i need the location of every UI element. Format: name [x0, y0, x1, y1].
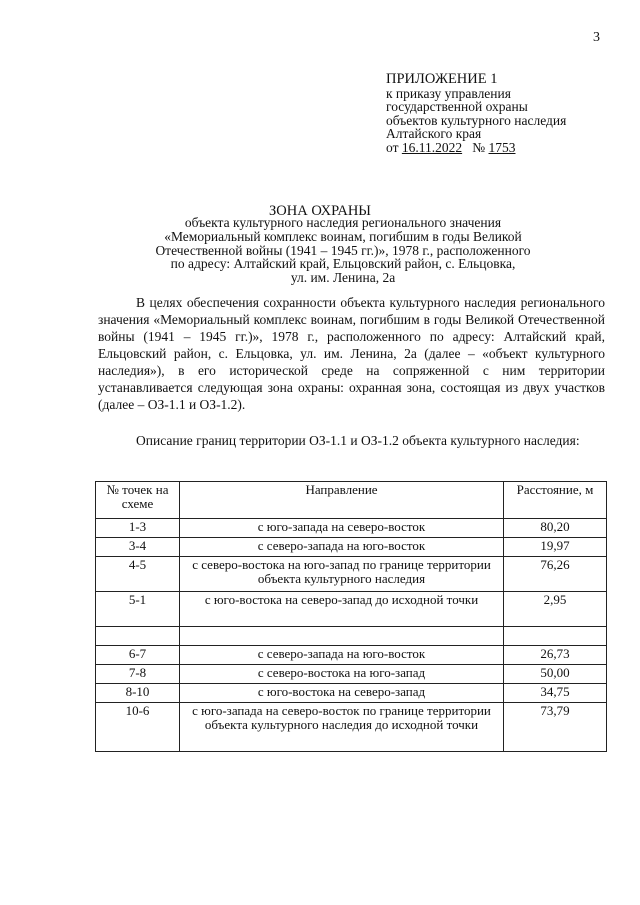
cell-direction: с северо-востока на юго-запад по границе территории объекта культурного наследия	[180, 557, 504, 592]
table-header-row	[96, 482, 607, 519]
cell-distance: 19,97	[504, 538, 607, 557]
cell-direction	[180, 627, 504, 646]
appendix-date-line	[386, 141, 566, 155]
number-prefix: №	[472, 139, 486, 155]
appendix-title: ПРИЛОЖЕНИЕ 1	[386, 71, 498, 87]
cell-points: 5-1	[96, 592, 180, 627]
document-subtitle	[130, 216, 556, 285]
main-paragraph-text: В целях обеспечения сохранности объекта культурного наследия регионального значения «Мемориальный комплекс воинам, погибшим в годы Великой Отечественной войны (1941 – 1945 гг.)», 1978 г., расположенного по адресу: Алтайский край, Ельцовский район, с. Ельцовка, ул. им. Ленина, 2а (далее – «объект культурного наследия»), в его исторической среде на сопряженной с ним территории устанавливается следующая зона охраны: охранная зона, состоящая из двух участков (далее – ОЗ-1.1 и ОЗ-1.2).	[98, 295, 605, 412]
cell-points: 10-6	[96, 703, 180, 752]
header-distance: Расстояние, м	[504, 482, 607, 519]
cell-distance: 2,95	[504, 592, 607, 627]
subtitle-line: объекта культурного наследия регионального значения	[184, 215, 502, 230]
cell-points: 6-7	[96, 646, 180, 665]
appendix-line: государственной охраны	[386, 99, 528, 115]
cell-distance: 80,20	[504, 519, 607, 538]
cell-direction: с юго-запада на северо-восток по границе территории объекта культурного наследия до исходной точки	[180, 703, 504, 752]
main-paragraph	[98, 294, 605, 413]
table-row	[96, 519, 607, 538]
date-prefix: от	[386, 139, 399, 155]
appendix-line: к приказу управления	[386, 85, 511, 101]
cell-direction: с юго-запада на северо-восток	[180, 519, 504, 538]
description-paragraph-text: Описание границ территории ОЗ-1.1 и ОЗ-1.2 объекта культурного наследия:	[136, 433, 580, 448]
description-paragraph	[98, 432, 605, 449]
cell-direction: с юго-востока на северо-запад	[180, 684, 504, 703]
cell-direction: с юго-востока на северо-запад до исходной точки	[180, 592, 504, 627]
header-direction: Направление	[180, 482, 504, 519]
subtitle-line: ул. им. Ленина, 2а	[290, 270, 396, 286]
table-row	[96, 592, 607, 627]
table-row	[96, 703, 607, 752]
table-row-empty	[96, 627, 607, 646]
cell-distance	[504, 627, 607, 646]
boundary-table	[95, 481, 607, 752]
cell-distance: 34,75	[504, 684, 607, 703]
cell-distance: 73,79	[504, 703, 607, 752]
cell-points: 8-10	[96, 684, 180, 703]
cell-points: 1-3	[96, 519, 180, 538]
appendix-line: объектов культурного наследия	[386, 112, 567, 128]
cell-distance: 76,26	[504, 557, 607, 592]
cell-points: 7-8	[96, 665, 180, 684]
header-points: № точек на схеме	[96, 482, 180, 519]
subtitle-line: по адресу: Алтайский край, Ельцовский район, с. Ельцовка,	[170, 256, 516, 272]
cell-direction: с северо-запада на юго-восток	[180, 646, 504, 665]
table-row	[96, 646, 607, 665]
document-title: ЗОНА ОХРАНЫ	[269, 203, 371, 219]
subtitle-line: «Мемориальный комплекс воинам, погибшим в годы Великой	[164, 228, 522, 244]
cell-points	[96, 627, 180, 646]
order-number: 1753	[488, 139, 516, 155]
subtitle-line: Отечественной войны (1941 – 1945 гг.)», 1978 г., расположенного	[155, 242, 531, 258]
table-row	[96, 538, 607, 557]
cell-direction: с северо-востока на юго-запад	[180, 665, 504, 684]
appendix-header	[386, 73, 566, 155]
appendix-line: Алтайского края	[386, 126, 482, 142]
page-number: 3	[593, 30, 600, 45]
table-row	[96, 684, 607, 703]
cell-direction: с северо-запада на юго-восток	[180, 538, 504, 557]
cell-points: 4-5	[96, 557, 180, 592]
cell-points: 3-4	[96, 538, 180, 557]
cell-distance: 50,00	[504, 665, 607, 684]
table-row	[96, 557, 607, 592]
table-row	[96, 665, 607, 684]
order-date: 16.11.2022	[401, 139, 463, 155]
cell-distance: 26,73	[504, 646, 607, 665]
